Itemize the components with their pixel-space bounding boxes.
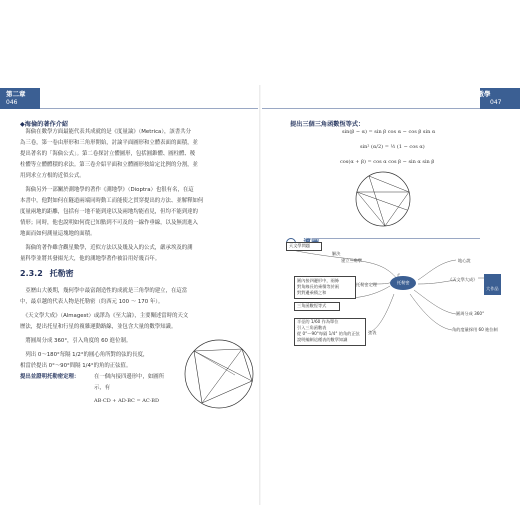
subsection-number: 2.3.2 (20, 269, 43, 278)
text-line: 列出 0～180°每隔 1/2°的圓心角所對的弦的長度， (20, 352, 149, 358)
mindmap-node-chord-label: 弦表 (368, 330, 377, 335)
text-line: 相當於提出 0°～90°間隔 1/4°的角的正弦值。 (20, 363, 132, 369)
section-heading: ◆海倫的著作介紹 (20, 121, 69, 128)
text-line: 用到求立方根的近似公式。 (20, 173, 85, 179)
mindmap-node-theorem-label: 托勒密定理 (356, 282, 377, 287)
right-page-title: 古希臘數學 (458, 90, 491, 98)
mindmap-node-almagest: 《天文學大成》 (448, 277, 478, 282)
mindmap-center-label: 托勒密 (397, 280, 410, 285)
subsection-heading (20, 268, 74, 279)
mindmap-text-line: 對對邊乘積之和 (297, 290, 327, 295)
mindmap-text-line: 說明編制這種表的數學知識 (297, 337, 348, 342)
trig-circle-figure (345, 168, 421, 230)
mindmap-text-line: 對角線長的乘積等於兩 (297, 284, 339, 289)
mindmap-node-identities-label: 三角函數恆等式 (297, 303, 327, 308)
circle (356, 172, 410, 226)
ptolemy-theorem-label: 提出並證明托勒密定理： (20, 374, 80, 380)
identity-3: cos(α + β) = cos α cos β − sin α sin β (340, 159, 435, 165)
text-line: 提出著名的「海倫公式」。第二卷探討立體圖形，包括圓錐體、圓柱體、稜 (20, 151, 196, 157)
ptolemy-formula: AB·CD + AD·BC = AC·BD (94, 398, 159, 404)
right-header-rule (262, 108, 480, 109)
text-line: 情形；同時，他也說明如何從已知點到不可及的一線作垂線，以及無需進入 (20, 220, 198, 226)
right-page-number: 047 (490, 99, 502, 106)
ptolemy-theorem-desc-2: 示，有 (94, 385, 111, 391)
mindmap-tag-label: 大作品 (486, 286, 499, 291)
text-line: 將圓周分成 360°，引入角度的 60 進位制。 (20, 338, 132, 344)
chord (385, 192, 409, 226)
identity-1: sin(β − α) = sin β cos α − cos β sin α (342, 129, 436, 135)
text-line: 柱體等立體體積的求法。第三卷介紹平面和立體圖形按給定比例的分割，並 (20, 162, 198, 168)
text-line: 本書中，他對如何在隧道兩端同時動工而能使之貫穿提出的方法、並解釋如何 (20, 198, 204, 204)
mindmap-node-astronomy-label: 天文學問題 (289, 243, 310, 248)
cyclic-quadrilateral-figure (180, 335, 258, 413)
text-line: 度量兩地的距離，包括有一地不能到達以及兩地均能看見，但均不能到達的 (20, 209, 198, 215)
diagonal-ac (194, 351, 252, 381)
text-line: 量科學並將其發揚光大，他的測地學著作被沿用好幾百年。 (20, 256, 161, 262)
chord (369, 176, 409, 192)
mindmap-node-geocentric: 地心說 (458, 258, 471, 263)
mindmap-node-360: 圓周分成 360° (456, 311, 485, 316)
mindmap-text-line: 從 0°～90°每隔 1/4° 的角的正弦 (297, 331, 360, 336)
mindmap-note-solve: 解決 (332, 251, 341, 256)
text-line: 海倫的著作雖含觀星數學，近似方法以及幾及入的公式，嚴承埃及的測 (20, 245, 193, 251)
left-header-rule (40, 108, 258, 109)
identity-2: sin² (α/2) = ½ (1 − cos α) (360, 144, 425, 150)
ptolemy-theorem-desc: 在一個內接四邊形中，如圖所 (94, 374, 165, 380)
chapter-label: 第二章 (6, 90, 26, 98)
mindmap-node-trig: 建立三角學 (341, 258, 362, 263)
left-page-number: 046 (6, 99, 18, 106)
diagonal-bd (202, 349, 242, 403)
text-line: 海倫另外一部關於測地學的著作《測地學》（Dioptra）也很有名，在這 (20, 187, 194, 193)
page-gutter (259, 85, 261, 505)
text-line: 《天文學大成》（Almagest）或譯為《至大論》，主要闡述當時的天文 (20, 313, 189, 319)
formula-heading: 提出三個三角函數恆等式： (290, 121, 365, 128)
mindmap-text-line: 引入三角函數表 (297, 325, 327, 330)
mindmap-title-rule (312, 238, 480, 239)
helper-line (194, 351, 235, 375)
text-line: 中，最卓越的代表人物是托勒密（約西元 100 ～ 170 年）。 (20, 299, 164, 305)
text-line: 地面而如何測量這塊地的面積。 (20, 231, 96, 237)
text-line: 為三卷，第一卷由形形和三角形開始，討論平面圖形和立體表面的面積，並 (20, 140, 198, 146)
text-line: 亞歷山大後期，幾何學中最富創造性的成就是三角學的建立，在這當 (20, 288, 188, 294)
text-line: 海倫在數學方面最能代表其成就的是《度量論》（Metrica），該書共分 (20, 129, 191, 135)
quadrilateral (194, 349, 252, 403)
subsection-title: 托勒密 (49, 269, 74, 278)
text-line: 歷法，提出托星和行星的複雜運動路線，並包含大量的數學知識。 (20, 324, 177, 330)
mindmap-tag-major-work (484, 274, 501, 295)
mindmap-node-base60: 角的度量採用 60 進位制 (452, 327, 498, 332)
mindmap-text-line: 圓內接四邊形中，兩條 (297, 278, 339, 283)
mindmap-text-line: 半徑的 1/60 作為單位 (297, 319, 339, 324)
